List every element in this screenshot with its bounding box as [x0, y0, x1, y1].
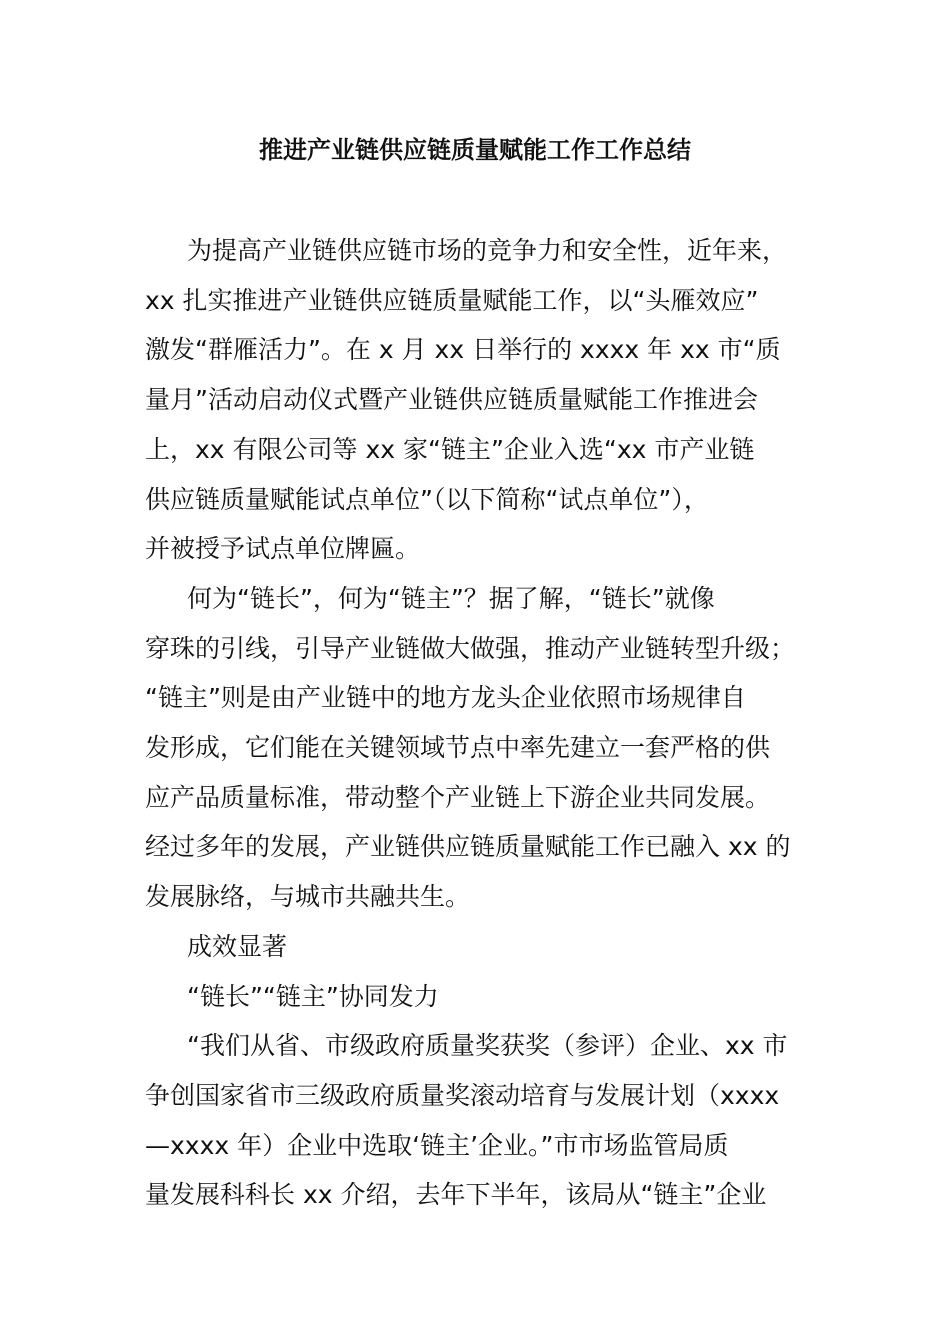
text-line: 量发展科科长 xx 介绍，去年下半年，该局从“链主”企业 [145, 1180, 767, 1210]
text-line: “链长”“链主”协同发力 [187, 981, 439, 1011]
paragraph-chain-definition [145, 574, 805, 922]
document-title: 推进产业链供应链质量赋能工作工作总结 [259, 136, 691, 164]
text-line: 供应链质量赋能试点单位”（以下简称“试点单位”）， [145, 484, 709, 514]
text-line: 应产品质量标准，带动整个产业链上下游企业共同发展。 [145, 782, 771, 812]
text-line: 穿珠的引线，引导产业链做大做强，推动产业链转型升级； [145, 633, 796, 663]
paragraph-intro [145, 226, 805, 574]
text-line: 为提高产业链供应链市场的竞争力和安全性，近年来， [187, 236, 788, 265]
text-line: 成效显著 [187, 931, 288, 961]
text-line: 激发“群雁活力”。在 x 月 xx 日举行的 xxxx 年 xx 市“质 [145, 335, 781, 365]
text-line: “我们从省、市级政府质量奖获奖（参评）企业、xx 市 [187, 1031, 788, 1061]
text-line: xx 扎实推进产业链供应链质量赋能工作，以“头雁效应” [145, 285, 759, 315]
text-line: 争创国家省市三级政府质量奖滚动培育与发展计划（xxxx [145, 1080, 780, 1110]
text-line: 发展脉络，与城市共融共生。 [145, 882, 471, 912]
text-line: 经过多年的发展，产业链供应链质量赋能工作已融入 xx 的 [145, 832, 791, 862]
text-line: 发形成，它们能在关键领域节点中率先建立一套严格的供 [145, 733, 771, 763]
section-heading [145, 922, 805, 972]
subsection-heading [145, 972, 805, 1022]
text-line: 并被授予试点单位牌匾。 [145, 534, 421, 564]
text-line: 上，xx 有限公司等 xx 家“链主”企业入选“xx 市产业链 [145, 434, 755, 464]
text-line: 量月”活动启动仪式暨产业链供应链质量赋能工作推进会 [145, 385, 758, 415]
paragraph-quote [145, 1021, 805, 1220]
text-line: —xxxx 年）企业中选取‘链主’企业。”市市场监管局质 [145, 1130, 729, 1160]
document-body [145, 226, 805, 1220]
text-line: 何为“链长”，何为“链主”？据了解，“链长”就像 [187, 583, 715, 613]
text-line: “链主”则是由产业链中的地方龙头企业依照市场规律自 [145, 683, 746, 713]
